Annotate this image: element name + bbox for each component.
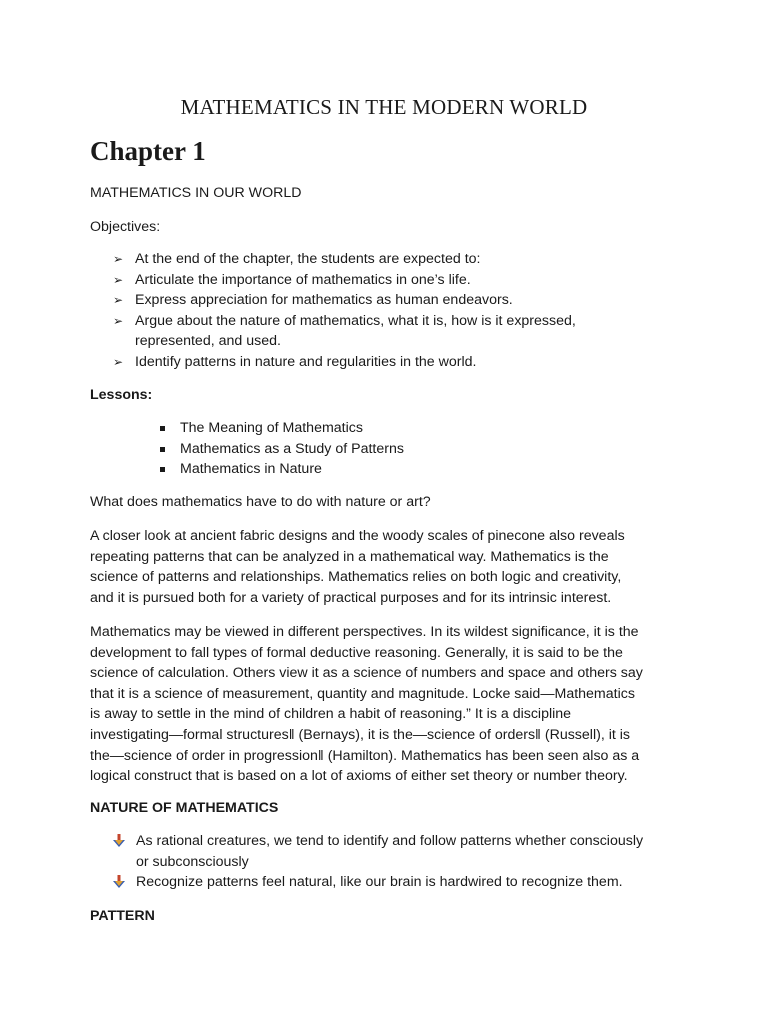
objective-line: Express appreciation for mathematics as human endeavors. xyxy=(135,292,513,309)
nature-list xyxy=(113,831,693,893)
lessons-label-text: Lessons: xyxy=(90,387,153,403)
paragraph-line: Mathematics may be viewed in different perspectives. In its wildest significance, it is the xyxy=(90,624,639,640)
objectives-list xyxy=(113,249,673,373)
objective-line: Articulate the importance of mathematics in one’s life. xyxy=(135,271,471,288)
paragraph-line: repeating patterns that can be analyzed in a mathematical way. Mathematics is the xyxy=(90,548,609,565)
paragraph-line: logical construct that is based on a lot of axioms of either set theory or number theory. xyxy=(90,768,628,785)
objective-line: At the end of the chapter, the students are expected to: xyxy=(135,251,481,267)
objectives-label-text: Objectives: xyxy=(90,219,161,235)
paragraph-1 xyxy=(90,526,680,608)
arrow-bullet-icon: ➢ xyxy=(113,272,124,287)
paragraph-line: the—science of order in progression‖ (Hamilton). Mathematics has been seen also as a xyxy=(90,747,640,764)
objective-line: Argue about the nature of mathematics, what it is, how is it expressed, xyxy=(135,312,576,329)
paragraph-line: that it is a science of measurement, quantity and magnitude. Locke said—Mathematics xyxy=(90,685,635,702)
arrow-bullet-icon: ➢ xyxy=(113,252,124,266)
lesson-line: Mathematics in Nature xyxy=(180,461,322,478)
section-subtitle-text: MATHEMATICS IN OUR WORLD xyxy=(90,185,302,201)
document-title: MATHEMATICS IN THE MODERN WORLD xyxy=(180,95,588,119)
list-item xyxy=(113,311,673,352)
list-item xyxy=(113,872,693,893)
paragraph-line: A closer look at ancient fabric designs and the woody scales of pinecone also reveals xyxy=(90,528,625,544)
paragraph-2 xyxy=(90,622,680,787)
objective-line: represented, and used. xyxy=(135,333,281,350)
arrow-bullet-icon: ➢ xyxy=(113,293,124,308)
paragraph-line: development to fall types of formal deductive reasoning. Generally, it is said to be the xyxy=(90,644,623,661)
question-text: What does mathematics have to do with nature or art? xyxy=(90,494,431,510)
square-bullet-icon xyxy=(160,447,165,452)
square-bullet-icon xyxy=(160,426,165,431)
objective-line: Identify patterns in nature and regularities in the world. xyxy=(135,353,477,370)
square-bullet-icon xyxy=(160,467,165,472)
nature-heading-text: NATURE OF MATHEMATICS xyxy=(90,800,279,816)
paragraph-line: and it is pursued both for a variety of practical purposes and for its intrinsic interest. xyxy=(90,589,612,606)
section-subtitle xyxy=(90,183,680,204)
lessons-list xyxy=(160,418,560,480)
paragraph-line: is away to settle in the mind of children a habit of reasoning.” It is a discipline xyxy=(90,706,572,723)
chapter-heading: Chapter 1 xyxy=(90,136,206,166)
down-arrow-bullet-icon xyxy=(113,834,125,848)
arrow-bullet-icon: ➢ xyxy=(113,354,124,369)
pattern-heading-text: PATTERN xyxy=(90,908,155,924)
pattern-heading xyxy=(90,906,680,927)
nature-heading xyxy=(90,798,680,819)
lesson-line: The Meaning of Mathematics xyxy=(180,420,363,436)
list-item xyxy=(160,439,560,460)
list-item xyxy=(113,352,673,373)
list-item xyxy=(113,290,673,311)
nature-line: or subconsciously xyxy=(136,853,249,870)
lessons-label xyxy=(90,385,680,406)
paragraph-line: investigating—formal structures‖ (Bernays), it is the—science of orders‖ (Russell), it is xyxy=(90,726,630,743)
objectives-label xyxy=(90,217,680,238)
down-arrow-bullet-icon xyxy=(113,875,125,889)
list-item xyxy=(113,270,673,291)
lesson-line: Mathematics as a Study of Patterns xyxy=(180,440,404,457)
nature-line: As rational creatures, we tend to identify and follow patterns whether consciously xyxy=(136,833,644,849)
question-paragraph xyxy=(90,492,680,513)
arrow-bullet-icon: ➢ xyxy=(113,313,124,328)
nature-line: Recognize patterns feel natural, like our brain is hardwired to recognize them. xyxy=(136,874,623,891)
paragraph-line: science of calculation. Others view it as a science of numbers and space and others say xyxy=(90,665,643,682)
list-item xyxy=(160,459,560,480)
list-item xyxy=(113,831,693,872)
paragraph-line: science of patterns and relationships. Mathematics relies on both logic and creativity, xyxy=(90,569,622,586)
list-item xyxy=(113,249,673,270)
list-item xyxy=(160,418,560,439)
